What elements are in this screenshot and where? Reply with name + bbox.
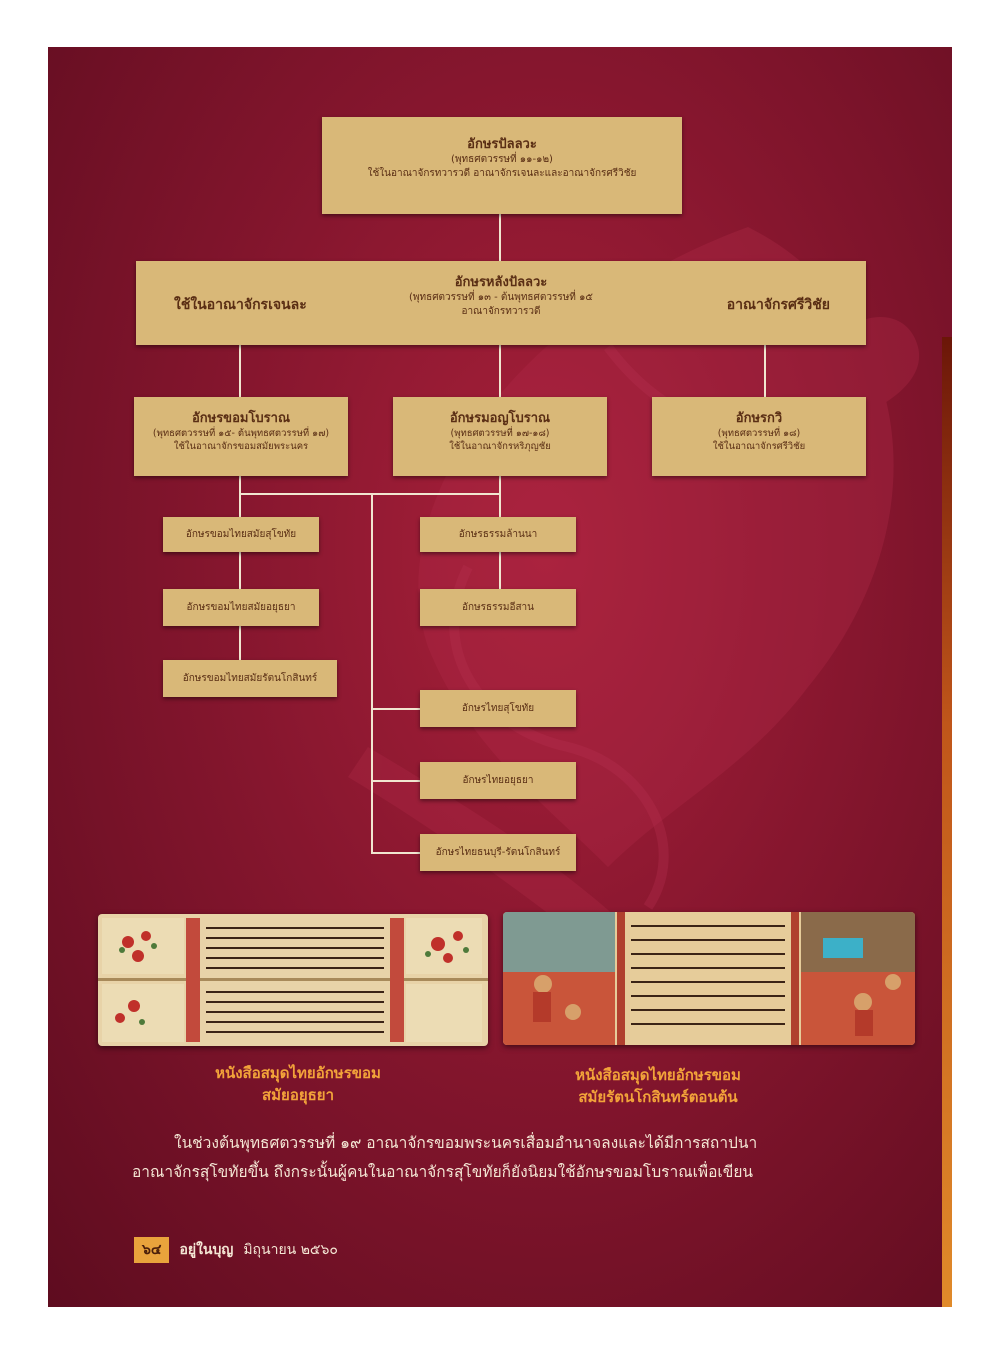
kawi-period: (พุทธศตวรรษที่ ๑๘) <box>717 428 801 439</box>
level2-period: (พุทธศตวรรษที่ ๑๓ - ต้นพุทธศตวรรษที่ ๑๕ <box>409 292 593 303</box>
thai-sukhothai-box <box>420 690 576 727</box>
tham-lanna-label: อักษรธรรมล้านนา <box>458 529 538 540</box>
thai-ayutthaya-box <box>420 762 576 799</box>
mon-title: อักษรมอญโบราณ <box>449 411 551 426</box>
khmer-sukhothai-box <box>163 517 319 552</box>
page-edge-stripe <box>942 337 952 1307</box>
khmer-rattanakosin-label: อักษรขอมไทยสมัยรัตนโกสินทร์ <box>182 673 318 684</box>
connector-line <box>239 476 241 674</box>
root-usage: ใช้ในอาณาจักรทวารวดี อาณาจักรเจนละและอาณาจักรศรีวิชัย <box>367 168 637 179</box>
caption-left-line1: หนังสือสมุดไทยอักษรขอม <box>215 1064 381 1082</box>
level2-usage: อาณาจักรทวารวดี <box>461 306 541 317</box>
tham-isan-label: อักษรธรรมอีสาน <box>461 602 535 613</box>
khmer-script-box <box>134 397 348 476</box>
caption-left <box>148 1062 448 1106</box>
root-period: (พุทธศตวรรษที่ ๑๑-๑๒) <box>451 154 553 165</box>
thai-ayutthaya-label: อักษรไทยอยุธยา <box>462 775 534 786</box>
khmer-title: อักษรขอมโบราณ <box>191 411 291 426</box>
caption-right <box>508 1064 808 1108</box>
tham-lanna-box <box>420 517 576 552</box>
level2-title: อักษรหลังปัลลวะ <box>454 275 548 290</box>
connector-line <box>239 345 241 397</box>
khmer-sukhothai-label: อักษรขอมไทยสมัยสุโขทัย <box>185 529 297 540</box>
body-line-1: ในช่วงต้นพุทธศตวรรษที่ ๑๙ อาณาจักรขอมพระนครเสื่อมอำนาจลงและได้มีการสถาปนา <box>174 1134 758 1152</box>
magazine-name: อยู่ในบุญ <box>179 1242 234 1258</box>
khmer-period: (พุทธศตวรรษที่ ๑๕- ต้นพุทธศตวรรษที่ ๑๗) <box>152 428 330 439</box>
kawi-usage: ใช้ในอาณาจักรศรีวิชัย <box>712 441 806 452</box>
manuscript-photo-ayutthaya <box>98 914 488 1046</box>
mon-usage: ใช้ในอาณาจักรหริภุญชัย <box>449 441 551 452</box>
body-line-2: อาณาจักรสุโขทัยขึ้น ถึงกระนั้นผู้คนในอาณาจักรสุโขทัยก็ยังนิยมใช้อักษรขอมโบราณเพื่อเขียน <box>132 1163 753 1181</box>
thai-thonburi-box <box>420 834 576 871</box>
manuscript-illustration <box>503 912 915 1045</box>
caption-right-line2: สมัยรัตนโกสินทร์ตอนต้น <box>578 1088 738 1106</box>
khmer-usage: ใช้ในอาณาจักรขอมสมัยพระนคร <box>173 441 309 452</box>
connector-line <box>764 345 766 397</box>
connector-line <box>371 493 373 853</box>
kawi-title: อักษรกวิ <box>735 411 783 426</box>
thai-sukhothai-label: อักษรไทยสุโขทัย <box>461 703 535 714</box>
manuscript-photo-rattanakosin <box>503 912 915 1045</box>
khmer-rattanakosin-box <box>163 660 337 697</box>
issue-date: มิถุนายน ๒๕๖๐ <box>243 1242 338 1258</box>
caption-right-line1: หนังสือสมุดไทยอักษรขอม <box>575 1066 741 1084</box>
page-footer <box>134 1237 338 1263</box>
caption-left-line2: สมัยอยุธยา <box>262 1086 334 1104</box>
thai-thonburi-label: อักษรไทยธนบุรี-รัตนโกสินทร์ <box>435 847 561 858</box>
mon-script-box <box>393 397 607 476</box>
khmer-ayutthaya-box <box>163 589 319 626</box>
page-number: ๖๔ <box>134 1237 169 1263</box>
body-paragraph <box>132 1129 872 1187</box>
connector-line <box>499 345 501 397</box>
mon-period: (พุทธศตวรรษที่ ๑๗-๑๘) <box>450 428 550 439</box>
connector-line <box>371 852 421 854</box>
level2-script-box <box>136 261 866 345</box>
tham-isan-box <box>420 589 576 626</box>
connector-line <box>499 214 501 261</box>
level2-left-label: ใช้ในอาณาจักรเจนละ <box>174 297 307 313</box>
level2-right-label: อาณาจักรศรีวิชัย <box>726 297 830 313</box>
khmer-ayutthaya-label: อักษรขอมไทยสมัยอยุธยา <box>186 602 296 613</box>
connector-line <box>239 493 501 495</box>
root-title: อักษรปัลลวะ <box>467 137 537 152</box>
kawi-script-box <box>652 397 866 476</box>
root-script-box <box>322 117 682 214</box>
magazine-page <box>48 47 952 1307</box>
connector-line <box>371 708 421 710</box>
connector-line <box>371 780 421 782</box>
manuscript-illustration <box>98 914 488 1046</box>
